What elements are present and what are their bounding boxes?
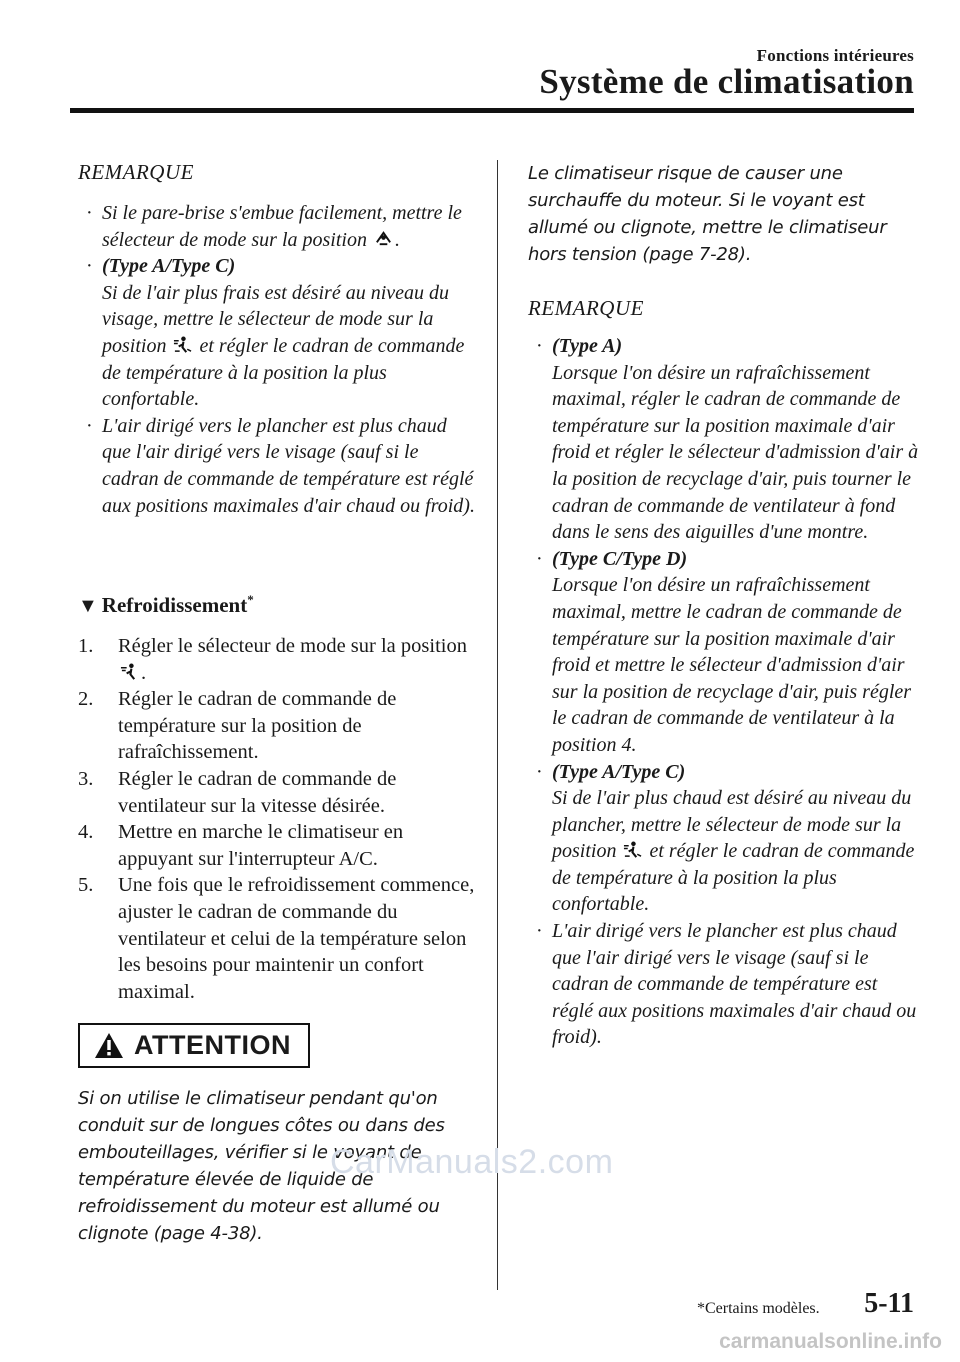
cooling-steps (78, 633, 478, 1005)
page-number: 5-11 (864, 1288, 914, 1319)
warning-triangle-icon (94, 1032, 124, 1059)
remark-item: · L'air dirigé vers le plancher est plus chaud que l'air dirigé vers le visage (sauf si le cadran de commande de température est réglé aux positions maximales d'air chaud ou froid). (86, 414, 475, 517)
remark-item: · L'air dirigé vers le plancher est plus chaud que l'air dirigé vers le visage (sauf si le cadran de commande de température est réglé aux positions maximales d'air chaud ou froid). (536, 920, 917, 1049)
column-divider (497, 160, 498, 1290)
remark-item: · (Type A/Type C) Si de l'air plus chaud est désiré au niveau du plancher, mettre le sélecteur de mode sur la position et régler le cadran de commande de température à la position la plus confortable. (536, 760, 915, 916)
step-item: 5. Une fois que le refroidissement commence, ajuster le cadran de commande du ventilateur et celui de la température selon les besoins pour maintenir un confort maximal. (78, 874, 475, 1003)
step-item: 1. Régler le sélecteur de mode sur la position . (78, 635, 467, 684)
face-vent-mode-icon (120, 662, 139, 681)
bi-level-mode-icon (623, 840, 642, 859)
footer-note: *Certains modèles. (697, 1300, 820, 1317)
attention-text: Si on utilise le climatiseur pendant qu'on conduit sur de longues côtes ou dans des embouteillages, vérifier si le voyant de température élevée de liquide de refroidissement du moteur est allumé ou clignote (page 4-38). (78, 1088, 445, 1244)
remark-item: · (Type C/Type D) Lorsque l'on désire un rafraîchissement maximal, mettre le cadran de commande de température sur la position maximale d'air froid et mettre le sélecteur d'admission d'air sur la position de recyclage d'air, puis régler le cadran de commande de ventilateur à la position 4. (536, 547, 912, 756)
remark-item: · (Type A/Type C) Si de l'air plus frais est désiré au niveau du visage, mettre le sélecteur de mode sur la position et régler le cadran de commande de température à la position la plus confortable. (86, 255, 465, 411)
remark-item: · Si le pare-brise s'embue facilement, mettre le sélecteur de mode sur la position . (86, 202, 462, 251)
remark-item: · (Type A) Lorsque l'on désire un rafraîchissement maximal, régler le cadran de commande de température sur la position maximale d'air froid et régler le sélecteur d'admission d'air à la position de recyclage d'air, puis tourner le cadran de commande de ventilateur à fond dans le sens des aiguilles d'une montre. (536, 335, 919, 544)
attention-box (78, 1023, 310, 1068)
step-item: 4. Mettre en marche le climatiseur en appuyant sur l'interrupteur A/C. (78, 821, 404, 870)
remark-list (528, 333, 922, 1051)
remark-title: REMARQUE (78, 160, 194, 184)
step-item: 3. Régler le cadran de commande de ventilateur sur la vitesse désirée. (78, 767, 397, 817)
defrost-mode-icon (374, 229, 393, 248)
step-item: 2. Régler le cadran de commande de température sur la position de rafraîchissement. (78, 688, 397, 764)
attention-continued: Le climatiseur risque de causer une surchauffe du moteur. Si le voyant est allumé ou clignote, mettre le climatiseur hors tension (page 7-28). (528, 163, 887, 265)
page-title: Système de climatisation (539, 62, 914, 101)
section-title-cooling: ▼ Refroidissement* (78, 592, 254, 617)
remark-list (78, 200, 478, 519)
bi-level-mode-icon (173, 335, 192, 354)
remark-title: REMARQUE (528, 296, 644, 320)
header-rule (70, 108, 914, 113)
attention-label: ATTENTION (134, 1030, 291, 1060)
watermark: CarManuals2.com (330, 1143, 614, 1181)
site-mark: carmanualsonline.info (719, 1330, 942, 1353)
section-triangle-icon: ▼ (78, 595, 98, 617)
header-section-label: Fonctions intérieures (756, 46, 914, 65)
